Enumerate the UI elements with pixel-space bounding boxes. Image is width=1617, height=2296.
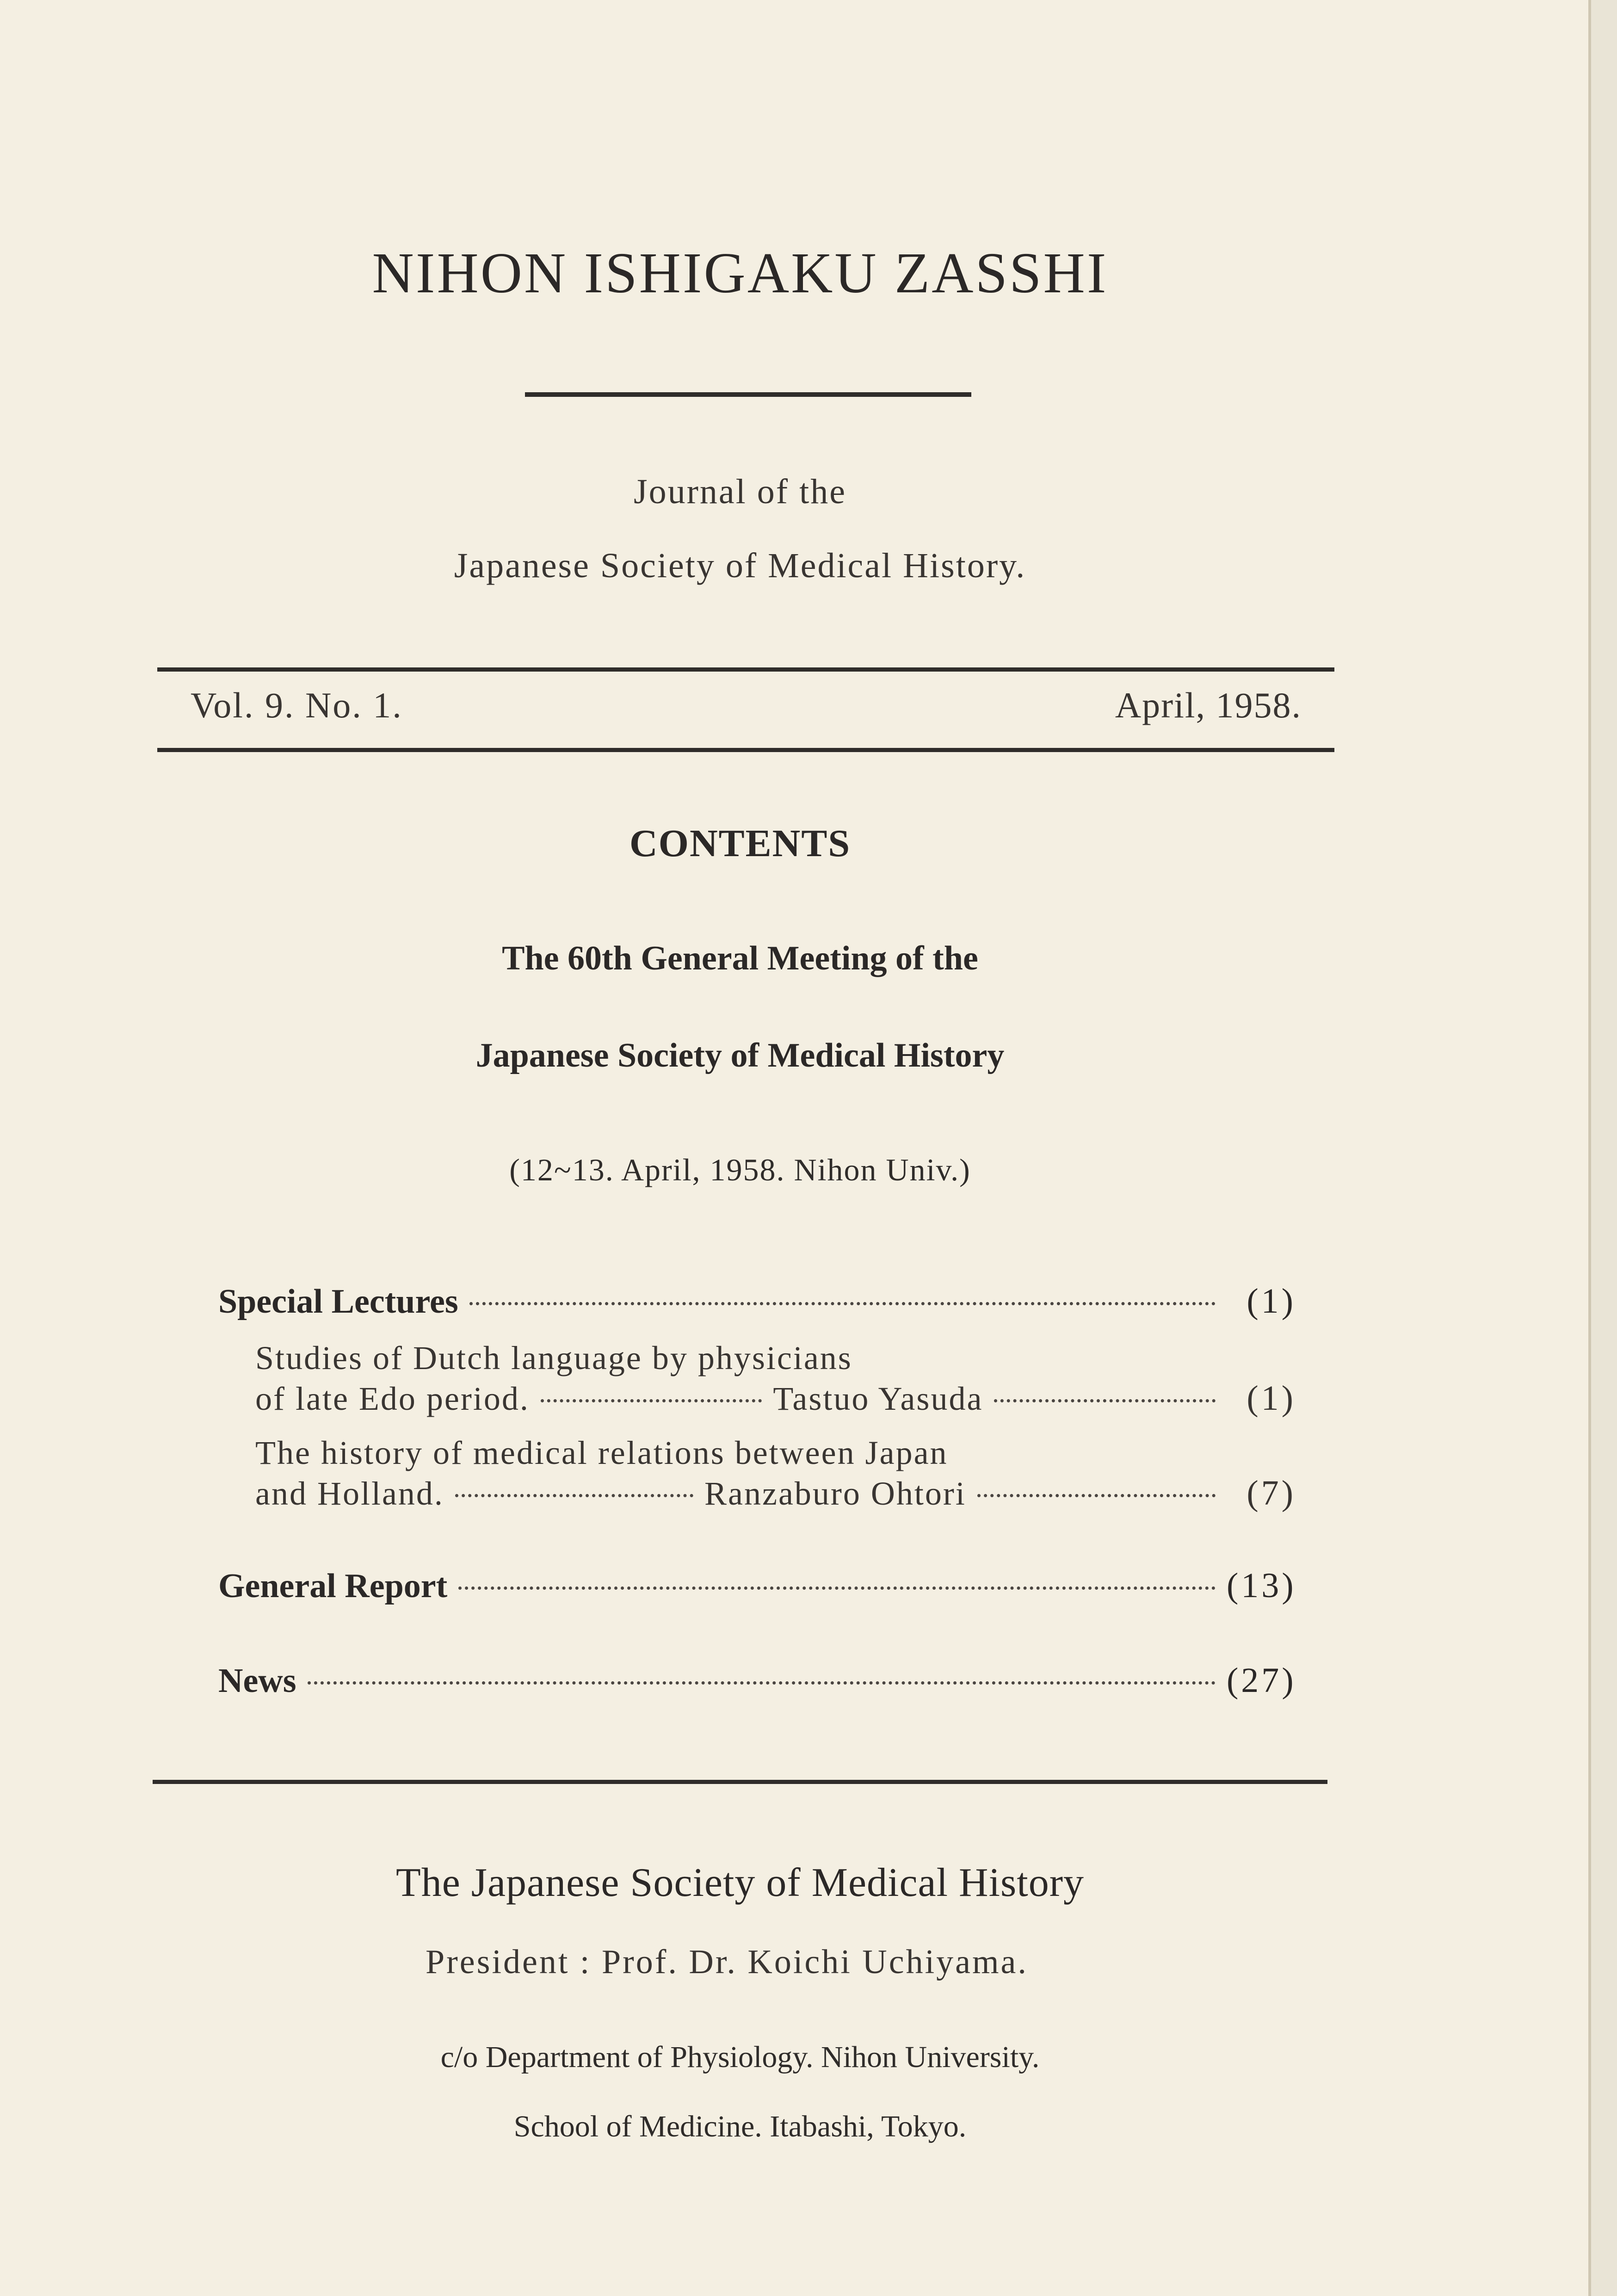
dot-leader [458, 1586, 1216, 1590]
toc-entry-general-report[interactable] [218, 1566, 1296, 1606]
toc-entry-lecture2[interactable] [255, 1473, 1296, 1513]
meeting-title-line2: Japanese Society of Medical History [475, 1037, 1005, 1074]
toc-label: News [218, 1662, 296, 1700]
dot-leader [469, 1302, 1216, 1305]
lecture1-author: Tastuo Yasuda [773, 1380, 983, 1417]
toc-label: Special Lectures [218, 1283, 458, 1321]
lecture1-title-line2: of late Edo period. [255, 1380, 530, 1417]
meeting-title-line1: The 60th General Meeting of the [502, 939, 978, 977]
toc-page-number: (7) [1247, 1474, 1296, 1512]
address-line1: c/o Department of Physiology. Nihon University. [440, 2040, 1040, 2074]
journal-subtitle-line2: Japanese Society of Medical History. [454, 546, 1026, 585]
toc-page-number: (1) [1247, 1282, 1296, 1321]
toc-entry-special-lectures[interactable] [218, 1281, 1296, 1321]
toc-entry-news[interactable] [218, 1660, 1296, 1701]
dot-leader [308, 1681, 1216, 1685]
lecture1-title-line1: Studies of Dutch language by physicians [255, 1339, 852, 1376]
dot-leader [455, 1494, 693, 1497]
journal-subtitle-line1: Journal of the [634, 472, 846, 511]
meeting-dates: (12~13. April, 1958. Nihon Univ.) [509, 1152, 971, 1187]
lecture2-author: Ranzaburo Ohtori [704, 1475, 966, 1512]
toc-page-number: (27) [1227, 1661, 1296, 1700]
issue-bottom-rule [157, 748, 1334, 752]
toc-label: General Report [218, 1567, 448, 1605]
dot-leader [994, 1399, 1216, 1402]
society-name: The Japanese Society of Medical History [395, 1860, 1085, 1905]
footer-rule [153, 1780, 1327, 1784]
toc-entry-lecture1[interactable] [255, 1378, 1296, 1419]
contents-heading: CONTENTS [629, 822, 851, 865]
dot-leader [977, 1494, 1216, 1497]
toc-page-number: (1) [1247, 1379, 1296, 1418]
journal-title: NIHON ISHIGAKU ZASSHI [372, 241, 1108, 305]
issue-date: April, 1958. [1115, 685, 1302, 725]
issue-top-rule [157, 667, 1334, 672]
toc-page-number: (13) [1227, 1566, 1296, 1605]
dot-leader [541, 1399, 762, 1402]
volume-number: Vol. 9. No. 1. [191, 685, 403, 725]
lecture2-title-line1: The history of medical relations between Japan [255, 1434, 948, 1471]
president-line: President : Prof. Dr. Koichi Uchiyama. [426, 1943, 1028, 1981]
title-rule [525, 392, 971, 397]
lecture2-title-line2: and Holland. [255, 1475, 444, 1512]
address-line2: School of Medicine. Itabashi, Tokyo. [513, 2110, 967, 2143]
